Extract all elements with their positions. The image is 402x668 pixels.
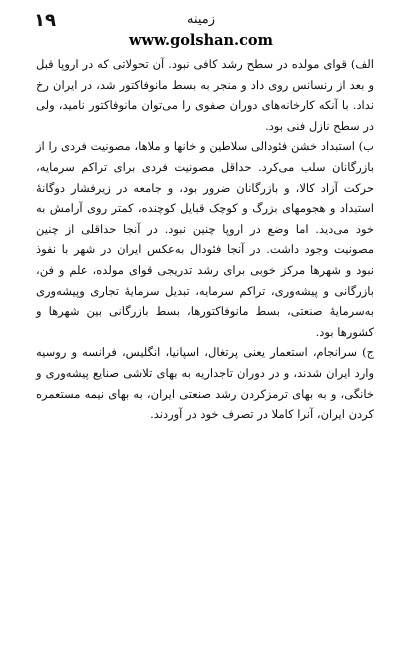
paragraph-be: ب) استبداد خشن فئودالی سلاطین و خانها و ملاها، مصونیت فردی را از بازرگانان سلب می‌کرد. حداقل مصونیت فردی برای تراکم سرمایه، حرکت آزاد کالا، و بازرگانان ضرور بود، و جامعه در زیرفشار دوگانهٔ استبداد و هجومهای بزرگ و کوچک قبایل کوچنده، کمتر روی آرامش به خود می‌دید. اما وضع در اروپا چنین نبود. در آنجا حداقلی از چنین مصونیت وجود داشت. در آنجا فئودال به‌عکس ایران در شهر با نفوذ نبود و شهرها مرکز خوبی برای رشد تدریجی قوای مولده، علم و فن، بازرگانی و پیشه‌وری، تراکم سرمایه، تبدیل سرمایهٔ تجاری وپیشه‌وری به‌سرمایهٔ صنعتی، بسط مانوفاکتورها، بسط بازرگانی بین شهرها و کشورها بود. <box>36 139 374 339</box>
paragraph-jim: ج) سرانجام، استعمار یعنی پرتغال، اسپانیا، انگلیس، فرانسه و روسیه وارد ایران شدند، و در دوران تاجداریه به بهای تلاشی صنایع پیشه‌وری و خانگی، و به بهای ترمزکردن رشد صنعتی ایران، به بهای نیمه مستعمره کردن ایران، آنرا کاملا در تصرف خود در آوردند. <box>36 345 374 422</box>
body-text <box>36 54 374 425</box>
page-header <box>0 8 402 32</box>
watermark-url: www.golshan.com <box>129 32 273 49</box>
page-number: ١٩ <box>34 10 56 31</box>
running-title: زمینه <box>186 12 216 27</box>
paragraph-alef: الف) قوای مولده در سطح رشد کافی نبود. آن تحولاتی که در اروپا قبل و بعد از رنسانس روی داد و منجر به بسط مانوفاکتور شد، در ایران رخ نداد. با آنکه کارخانه‌های دوران صفوی را می‌توان مانوفاکتور نامید، ولی در سطح نازل فنی بود. <box>36 57 374 133</box>
